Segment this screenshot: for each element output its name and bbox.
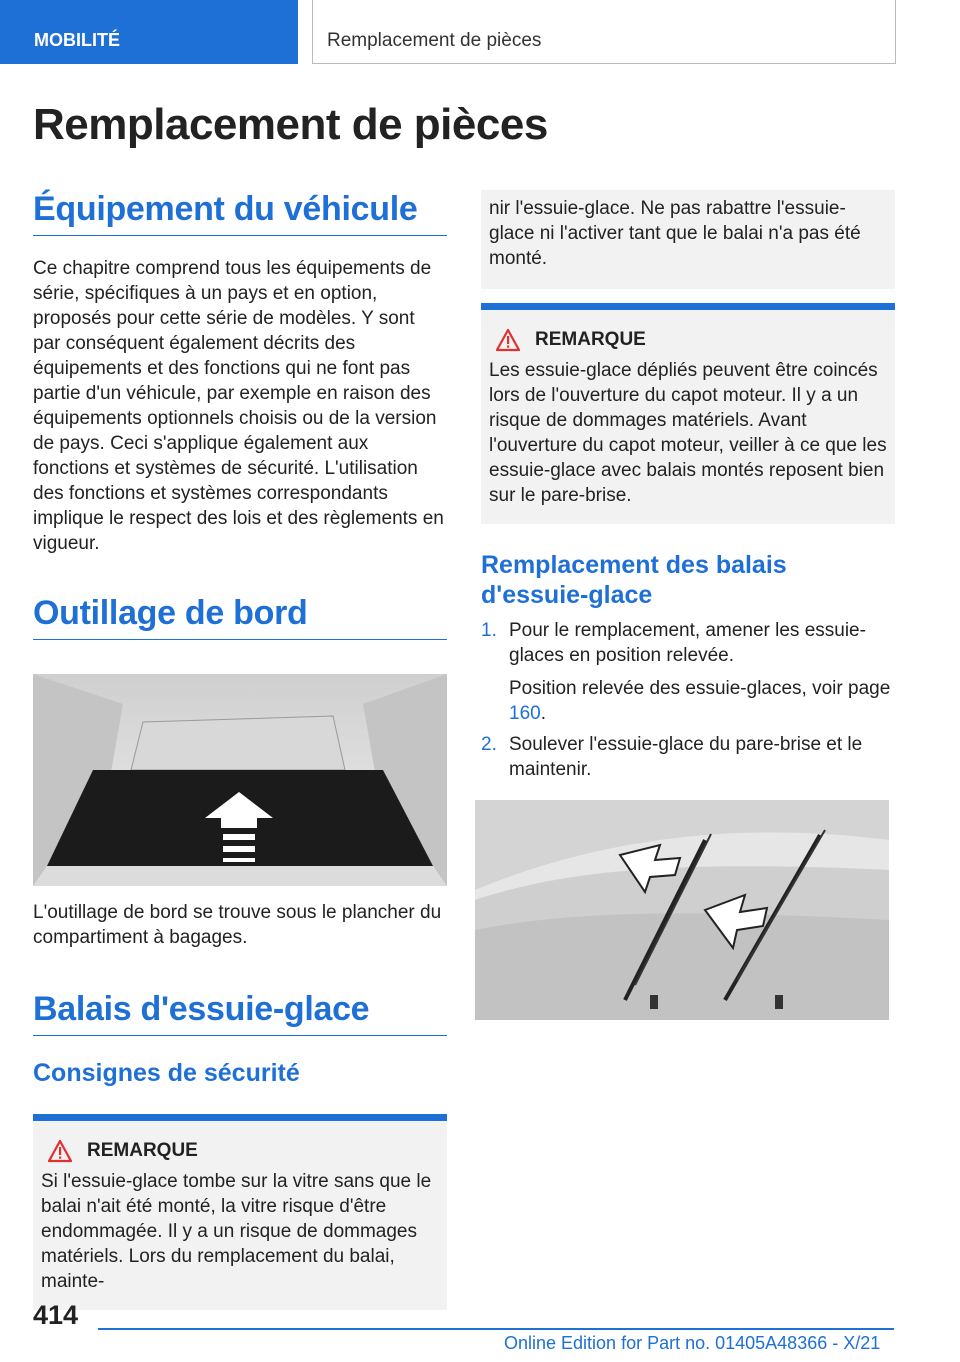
section-tab: MOBILITÉ bbox=[0, 0, 298, 64]
step-text: Soulever l'essuie-glace du pare-brise et le maintenir. bbox=[509, 734, 863, 780]
step-subtext-end: . bbox=[540, 703, 546, 724]
step-subtext-lead: Position relevée des essuie-glaces, voir page bbox=[509, 678, 891, 699]
equipment-heading: Équipement du véhicule bbox=[33, 190, 447, 236]
page-link[interactable]: 160 bbox=[509, 703, 541, 724]
note-1-label: REMARQUE bbox=[87, 1140, 198, 1161]
step-number: 1. bbox=[481, 620, 497, 641]
note-2-text: Les essuie-glace dépliés peuvent être coincés lors de l'ouverture du capot moteur. Il y a un risque de dommages matériels. Avant l'ouverture du capot moteur, veiller à ce que les essuie-glace avec balais montés reposent bien sur le pare-brise. bbox=[489, 360, 887, 506]
left-column bbox=[33, 190, 447, 1310]
safety-heading: Consignes de sécurité bbox=[33, 1059, 300, 1087]
footer-rule bbox=[98, 1328, 894, 1330]
steps-list bbox=[481, 618, 895, 782]
note-1-text: Si l'essuie-glace tombe sur la vitre sans que le balai n'ait été monté, la vitre risque d'être endommagée. Il y a un risque de dommages matériels. Lors du remplacement du balai, mainte- bbox=[41, 1171, 432, 1292]
equipment-text: Ce chapitre comprend tous les équipements de série, spécifiques à un pays et en option, proposés pour cette série de modèles. Y sont par conséquent également décrits des équipements et des fonctions qui ne font pas partie d'un véhicule, par exemple en raison des équipements optionnels choisis ou de la version de pays. Ceci s'applique également aux fonctions et systèmes de sécurité. L'utilisation des fonctions et systèmes correspondants implique le respect des lois et des règlements en vigueur. bbox=[33, 258, 444, 554]
toolkit-caption: L'outillage de bord se trouve sous le plancher du compartiment à bagages. bbox=[33, 902, 442, 948]
page-number: 414 bbox=[33, 1300, 79, 1330]
note-1-continued-text: nir l'essuie-glace. Ne pas rabattre l'essuie-glace ni l'activer tant que le balai n'a pas été monté. bbox=[489, 198, 861, 269]
chapter-tab: Remplacement de pièces bbox=[312, 0, 896, 64]
step-number: 2. bbox=[481, 734, 497, 755]
note-box-1-continued bbox=[481, 190, 895, 289]
trunk-photo bbox=[33, 674, 447, 886]
note-box-1 bbox=[33, 1114, 447, 1310]
warning-triangle-icon bbox=[47, 1139, 73, 1163]
step-item bbox=[481, 618, 895, 726]
step-text: Pour le remplacement, amener les essuie-glaces en position relevée. bbox=[509, 620, 866, 666]
footer-edition: Online Edition for Part no. 01405A48366 - X/21 bbox=[504, 1333, 881, 1353]
note-2-title bbox=[489, 328, 887, 352]
wipers-heading: Balais d'essuie-glace bbox=[33, 990, 447, 1036]
warning-triangle-icon bbox=[495, 328, 521, 352]
page-title: Remplacement de pièces bbox=[33, 100, 548, 149]
step-subtext bbox=[509, 676, 895, 726]
replace-heading: Remplacement des balais d'essuie-glace bbox=[481, 551, 787, 609]
note-2-label: REMARQUE bbox=[535, 329, 646, 350]
note-box-2 bbox=[481, 303, 895, 524]
wiper-illustration bbox=[475, 800, 889, 1020]
step-item bbox=[481, 732, 895, 782]
toolkit-heading: Outillage de bord bbox=[33, 594, 447, 640]
note-1-title bbox=[41, 1139, 439, 1163]
right-column bbox=[481, 190, 895, 1020]
wiper-photo bbox=[475, 800, 889, 1020]
trunk-illustration bbox=[33, 674, 447, 886]
